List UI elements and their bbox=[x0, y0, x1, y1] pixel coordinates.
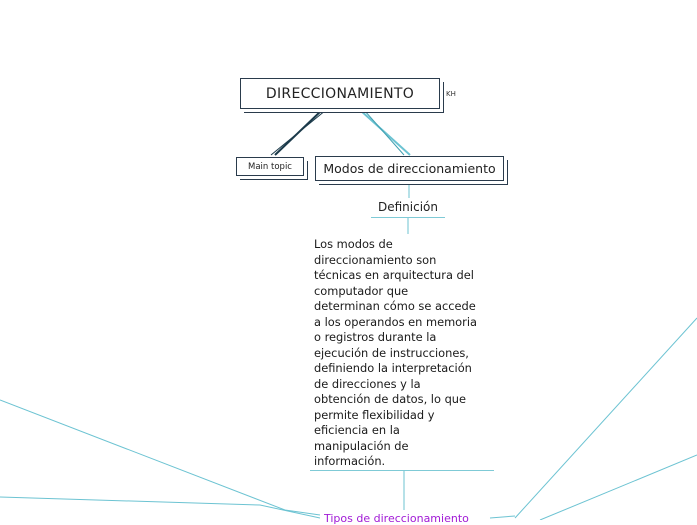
connector-root-modos bbox=[360, 110, 410, 155]
description-line: información. bbox=[314, 454, 386, 468]
description-text[interactable] bbox=[314, 237, 490, 470]
bottom-topic-label[interactable]: Tipos de direccionamiento bbox=[324, 512, 469, 525]
description-line: de direcciones y la bbox=[314, 376, 421, 391]
connector-left-2 bbox=[0, 497, 320, 518]
description-underline bbox=[310, 470, 494, 471]
root-topic-label: DIRECCIONAMIENTO bbox=[265, 85, 415, 102]
description-line: permite flexibilidad y bbox=[314, 407, 435, 422]
main-topic-label: Main topic bbox=[248, 161, 292, 172]
main-topic-node[interactable] bbox=[236, 157, 304, 176]
description-line: a los operandos en memoria bbox=[314, 314, 477, 329]
definicion-underline bbox=[371, 217, 445, 218]
description-line: obtención de datos, lo que bbox=[314, 392, 467, 406]
description-line: direccionamiento son bbox=[314, 252, 437, 267]
connector-right-3 bbox=[490, 516, 515, 518]
description-line: determinan cómo se accede bbox=[314, 299, 476, 313]
root-badge: KH bbox=[446, 90, 456, 98]
description-line: técnicas en arquitectura del bbox=[314, 268, 474, 282]
description-line: computador que bbox=[314, 283, 409, 298]
connector-root-modos-b bbox=[364, 110, 404, 155]
connector-left-1 bbox=[0, 400, 320, 515]
modos-topic-label: Modos de direccionamiento bbox=[323, 161, 496, 176]
description-line: Los modos de bbox=[314, 237, 393, 251]
description-line: ejecución de instrucciones, bbox=[314, 345, 469, 360]
connector-right-1 bbox=[515, 318, 697, 518]
root-topic[interactable] bbox=[240, 78, 440, 109]
description-line: o registros durante la bbox=[314, 330, 437, 344]
modos-topic-node[interactable] bbox=[315, 156, 504, 181]
description-line: definiendo la interpretación bbox=[314, 361, 472, 375]
connector-root-main-topic-b bbox=[271, 110, 326, 155]
description-line: eficiencia en la bbox=[314, 423, 400, 437]
definicion-subtopic[interactable]: Definición bbox=[378, 200, 438, 214]
description-line: manipulación de bbox=[314, 438, 409, 453]
